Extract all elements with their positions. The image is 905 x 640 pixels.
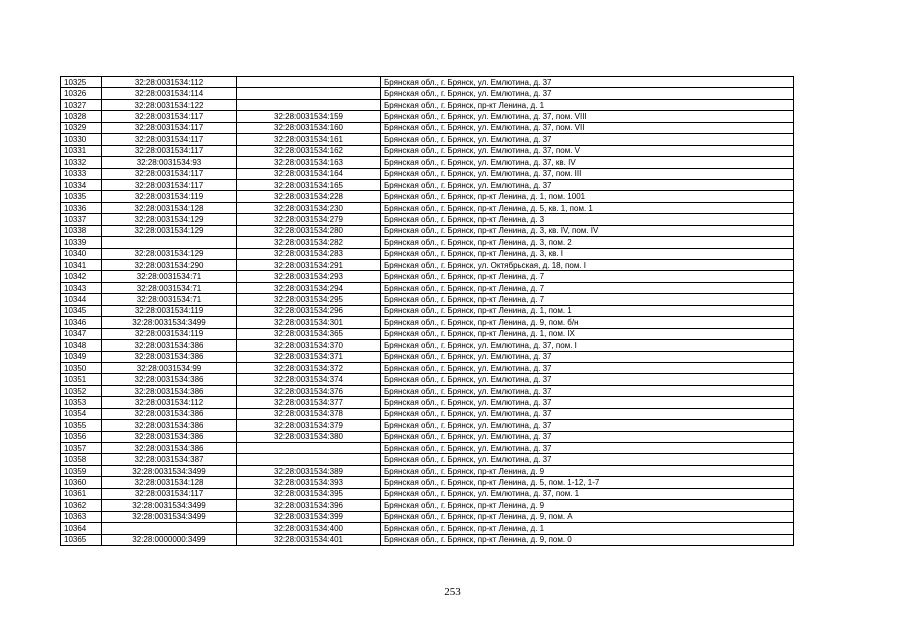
row-number-cell: 10345 [61,305,102,316]
table-row [61,534,794,545]
table-row [61,260,794,271]
address-cell: Брянская обл., г. Брянск, ул. Емлютина, д. 37 [381,88,794,99]
object-cadastral-number-cell: 32:28:0031534:230 [237,202,381,213]
object-cadastral-number-cell: 32:28:0031534:365 [237,328,381,339]
row-number-cell: 10333 [61,168,102,179]
table-row [61,99,794,110]
row-number-cell: 10349 [61,351,102,362]
row-number-cell: 10326 [61,88,102,99]
table-row [61,214,794,225]
object-cadastral-number-cell: 32:28:0031534:296 [237,305,381,316]
table-row [61,351,794,362]
row-number-cell: 10350 [61,362,102,373]
object-cadastral-number-cell: 32:28:0031534:376 [237,385,381,396]
address-cell: Брянская обл., г. Брянск, ул. Емлютина, д. 37, пом. VIII [381,111,794,122]
object-cadastral-number-cell: 32:28:0031534:280 [237,225,381,236]
row-number-cell: 10365 [61,534,102,545]
row-number-cell: 10347 [61,328,102,339]
address-cell: Брянская обл., г. Брянск, пр-кт Ленина, д. 5, кв. 1, пом. 1 [381,202,794,213]
row-number-cell: 10354 [61,408,102,419]
cadastral-number-cell: 32:28:0031534:387 [102,454,237,465]
cadastral-number-cell: 32:28:0031534:128 [102,202,237,213]
address-cell: Брянская обл., г. Брянск, пр-кт Ленина, д. 9 [381,500,794,511]
object-cadastral-number-cell: 32:28:0031534:163 [237,157,381,168]
cadastral-number-cell: 32:28:0031534:93 [102,157,237,168]
cadastral-number-cell: 32:28:0031534:117 [102,179,237,190]
object-cadastral-number-cell: 32:28:0031534:400 [237,523,381,534]
table-row [61,294,794,305]
address-cell: Брянская обл., г. Брянск, ул. Емлютина, д. 37, кв. IV [381,157,794,168]
row-number-cell: 10338 [61,225,102,236]
cadastral-number-cell: 32:28:0031534:386 [102,431,237,442]
address-cell: Брянская обл., г. Брянск, пр-кт Ленина, д. 9, пом. 0 [381,534,794,545]
object-cadastral-number-cell: 32:28:0031534:162 [237,145,381,156]
cadastral-number-cell: 32:28:0031534:129 [102,225,237,236]
object-cadastral-number-cell: 32:28:0031534:389 [237,465,381,476]
address-cell: Брянская обл., г. Брянск, пр-кт Ленина, д. 1, пом. 1001 [381,191,794,202]
cadastral-number-cell [102,523,237,534]
address-cell: Брянская обл., г. Брянск, ул. Емлютина, д. 37 [381,77,794,88]
table-row [61,362,794,373]
cadastral-number-cell: 32:28:0031534:117 [102,168,237,179]
object-cadastral-number-cell: 32:28:0031534:374 [237,374,381,385]
object-cadastral-number-cell: 32:28:0031534:165 [237,179,381,190]
object-cadastral-number-cell [237,99,381,110]
object-cadastral-number-cell: 32:28:0031534:291 [237,260,381,271]
row-number-cell: 10334 [61,179,102,190]
row-number-cell: 10355 [61,420,102,431]
cadastral-number-cell [102,237,237,248]
address-cell: Брянская обл., г. Брянск, ул. Емлютина, д. 37, пом. V [381,145,794,156]
table-row [61,374,794,385]
row-number-cell: 10344 [61,294,102,305]
cadastral-number-cell: 32:28:0031534:386 [102,340,237,351]
cadastral-number-cell: 32:28:0031534:386 [102,351,237,362]
object-cadastral-number-cell [237,88,381,99]
row-number-cell: 10361 [61,488,102,499]
cadastral-number-cell: 32:28:0031534:119 [102,191,237,202]
object-cadastral-number-cell: 32:28:0031534:160 [237,122,381,133]
address-cell: Брянская обл., г. Брянск, ул. Октябрьская, д. 18, пом. I [381,260,794,271]
cadastral-number-cell: 32:28:0031534:129 [102,248,237,259]
cadastral-number-cell: 32:28:0031534:3499 [102,317,237,328]
row-number-cell: 10327 [61,99,102,110]
row-number-cell: 10341 [61,260,102,271]
row-number-cell: 10359 [61,465,102,476]
table-row [61,500,794,511]
table-row [61,237,794,248]
row-number-cell: 10362 [61,500,102,511]
row-number-cell: 10357 [61,443,102,454]
object-cadastral-number-cell: 32:28:0031534:301 [237,317,381,328]
row-number-cell: 10356 [61,431,102,442]
address-cell: Брянская обл., г. Брянск, пр-кт Ленина, д. 1 [381,523,794,534]
object-cadastral-number-cell: 32:28:0031534:393 [237,477,381,488]
table-row [61,145,794,156]
row-number-cell: 10339 [61,237,102,248]
table-row [61,168,794,179]
address-cell: Брянская обл., г. Брянск, ул. Емлютина, д. 37 [381,351,794,362]
page-number: 253 [444,586,461,598]
table-row [61,385,794,396]
address-cell: Брянская обл., г. Брянск, ул. Емлютина, д. 37 [381,134,794,145]
address-cell: Брянская обл., г. Брянск, пр-кт Ленина, д. 9, пом. б/н [381,317,794,328]
cadastral-number-cell: 32:28:0031534:129 [102,214,237,225]
address-cell: Брянская обл., г. Брянск, пр-кт Ленина, д. 9, пом. А [381,511,794,522]
row-number-cell: 10352 [61,385,102,396]
cadastral-number-cell: 32:28:0031534:112 [102,77,237,88]
address-cell: Брянская обл., г. Брянск, пр-кт Ленина, д. 1, пом. 1 [381,305,794,316]
table-row [61,111,794,122]
row-number-cell: 10329 [61,122,102,133]
address-cell: Брянская обл., г. Брянск, ул. Емлютина, д. 37 [381,385,794,396]
object-cadastral-number-cell: 32:28:0031534:228 [237,191,381,202]
address-cell: Брянская обл., г. Брянск, пр-кт Ленина, д. 1, пом. IX [381,328,794,339]
cadastral-number-cell: 32:28:0031534:386 [102,385,237,396]
address-cell: Брянская обл., г. Брянск, ул. Емлютина, д. 37 [381,374,794,385]
address-cell: Брянская обл., г. Брянск, пр-кт Ленина, д. 3, кв. IV, пом. IV [381,225,794,236]
address-cell: Брянская обл., г. Брянск, пр-кт Ленина, д. 7 [381,271,794,282]
table-row [61,317,794,328]
row-number-cell: 10336 [61,202,102,213]
row-number-cell: 10363 [61,511,102,522]
object-cadastral-number-cell: 32:28:0031534:371 [237,351,381,362]
row-number-cell: 10325 [61,77,102,88]
cadastral-number-cell: 32:28:0031534:119 [102,328,237,339]
object-cadastral-number-cell: 32:28:0031534:283 [237,248,381,259]
cadastral-number-cell: 32:28:0000000:3499 [102,534,237,545]
table-row [61,420,794,431]
cadastral-number-cell: 32:28:0031534:114 [102,88,237,99]
object-cadastral-number-cell: 32:28:0031534:293 [237,271,381,282]
object-cadastral-number-cell [237,77,381,88]
object-cadastral-number-cell: 32:28:0031534:395 [237,488,381,499]
table-row [61,122,794,133]
row-number-cell: 10351 [61,374,102,385]
row-number-cell: 10346 [61,317,102,328]
address-cell: Брянская обл., г. Брянск, пр-кт Ленина, д. 3, пом. 2 [381,237,794,248]
cadastral-number-cell: 32:28:0031534:71 [102,271,237,282]
table-row [61,191,794,202]
address-cell: Брянская обл., г. Брянск, пр-кт Ленина, д. 7 [381,294,794,305]
address-cell: Брянская обл., г. Брянск, ул. Емлютина, д. 37 [381,362,794,373]
object-cadastral-number-cell: 32:28:0031534:295 [237,294,381,305]
table-row [61,248,794,259]
row-number-cell: 10332 [61,157,102,168]
object-cadastral-number-cell: 32:28:0031534:401 [237,534,381,545]
address-cell: Брянская обл., г. Брянск, пр-кт Ленина, д. 9 [381,465,794,476]
table-row [61,77,794,88]
row-number-cell: 10342 [61,271,102,282]
address-cell: Брянская обл., г. Брянск, ул. Емлютина, д. 37, пом. 1 [381,488,794,499]
address-cell: Брянская обл., г. Брянск, пр-кт Ленина, д. 1 [381,99,794,110]
object-cadastral-number-cell: 32:28:0031534:372 [237,362,381,373]
table-row [61,465,794,476]
row-number-cell: 10340 [61,248,102,259]
cadastral-number-cell: 32:28:0031534:3499 [102,465,237,476]
cadastral-number-cell: 32:28:0031534:112 [102,397,237,408]
cadastral-number-cell: 32:28:0031534:117 [102,122,237,133]
table-row [61,340,794,351]
row-number-cell: 10358 [61,454,102,465]
cadastral-number-cell: 32:28:0031534:117 [102,111,237,122]
row-number-cell: 10330 [61,134,102,145]
table-row [61,408,794,419]
cadastral-number-cell: 32:28:0031534:99 [102,362,237,373]
table-row [61,282,794,293]
registry-table-body [61,77,794,546]
address-cell: Брянская обл., г. Брянск, пр-кт Ленина, д. 5, пом. 1-12, 1-7 [381,477,794,488]
address-cell: Брянская обл., г. Брянск, ул. Емлютина, д. 37, пом. I [381,340,794,351]
table-row [61,397,794,408]
table-row [61,431,794,442]
row-number-cell: 10360 [61,477,102,488]
table-row [61,511,794,522]
object-cadastral-number-cell: 32:28:0031534:161 [237,134,381,145]
cadastral-number-cell: 32:28:0031534:386 [102,408,237,419]
object-cadastral-number-cell: 32:28:0031534:380 [237,431,381,442]
address-cell: Брянская обл., г. Брянск, ул. Емлютина, д. 37 [381,408,794,419]
cadastral-number-cell: 32:28:0031534:3499 [102,511,237,522]
cadastral-number-cell: 32:28:0031534:3499 [102,500,237,511]
table-row [61,134,794,145]
row-number-cell: 10331 [61,145,102,156]
cadastral-number-cell: 32:28:0031534:122 [102,99,237,110]
object-cadastral-number-cell: 32:28:0031534:396 [237,500,381,511]
row-number-cell: 10335 [61,191,102,202]
object-cadastral-number-cell: 32:28:0031534:282 [237,237,381,248]
address-cell: Брянская обл., г. Брянск, ул. Емлютина, д. 37 [381,431,794,442]
address-cell: Брянская обл., г. Брянск, ул. Емлютина, д. 37 [381,454,794,465]
object-cadastral-number-cell: 32:28:0031534:164 [237,168,381,179]
object-cadastral-number-cell: 32:28:0031534:377 [237,397,381,408]
row-number-cell: 10348 [61,340,102,351]
object-cadastral-number-cell: 32:28:0031534:379 [237,420,381,431]
object-cadastral-number-cell [237,454,381,465]
table-row [61,488,794,499]
cadastral-number-cell: 32:28:0031534:71 [102,282,237,293]
cadastral-number-cell: 32:28:0031534:71 [102,294,237,305]
table-row [61,305,794,316]
address-cell: Брянская обл., г. Брянск, ул. Емлютина, д. 37 [381,397,794,408]
object-cadastral-number-cell: 32:28:0031534:399 [237,511,381,522]
address-cell: Брянская обл., г. Брянск, ул. Емлютина, д. 37, пом. VII [381,122,794,133]
cadastral-number-cell: 32:28:0031534:386 [102,420,237,431]
address-cell: Брянская обл., г. Брянск, ул. Емлютина, д. 37 [381,420,794,431]
table-row [61,328,794,339]
object-cadastral-number-cell: 32:28:0031534:370 [237,340,381,351]
table-row [61,202,794,213]
cadastral-number-cell: 32:28:0031534:119 [102,305,237,316]
row-number-cell: 10364 [61,523,102,534]
address-cell: Брянская обл., г. Брянск, пр-кт Ленина, д. 7 [381,282,794,293]
address-cell: Брянская обл., г. Брянск, ул. Емлютина, д. 37 [381,179,794,190]
row-number-cell: 10328 [61,111,102,122]
cadastral-number-cell: 32:28:0031534:117 [102,145,237,156]
cadastral-number-cell: 32:28:0031534:386 [102,374,237,385]
object-cadastral-number-cell: 32:28:0031534:159 [237,111,381,122]
table-row [61,225,794,236]
table-row [61,523,794,534]
table-row [61,454,794,465]
cadastral-number-cell: 32:28:0031534:290 [102,260,237,271]
address-cell: Брянская обл., г. Брянск, пр-кт Ленина, д. 3 [381,214,794,225]
table-row [61,477,794,488]
row-number-cell: 10343 [61,282,102,293]
cadastral-number-cell: 32:28:0031534:386 [102,443,237,454]
cadastral-number-cell: 32:28:0031534:117 [102,488,237,499]
table-row [61,443,794,454]
cadastral-number-cell: 32:28:0031534:128 [102,477,237,488]
table-row [61,271,794,282]
table-row [61,88,794,99]
registry-table [60,76,794,546]
object-cadastral-number-cell: 32:28:0031534:279 [237,214,381,225]
address-cell: Брянская обл., г. Брянск, пр-кт Ленина, д. 3, кв. I [381,248,794,259]
object-cadastral-number-cell [237,443,381,454]
row-number-cell: 10337 [61,214,102,225]
cadastral-number-cell: 32:28:0031534:117 [102,134,237,145]
table-row [61,157,794,168]
address-cell: Брянская обл., г. Брянск, ул. Емлютина, д. 37, пом. III [381,168,794,179]
object-cadastral-number-cell: 32:28:0031534:378 [237,408,381,419]
row-number-cell: 10353 [61,397,102,408]
address-cell: Брянская обл., г. Брянск, ул. Емлютина, д. 37 [381,443,794,454]
table-row [61,179,794,190]
object-cadastral-number-cell: 32:28:0031534:294 [237,282,381,293]
